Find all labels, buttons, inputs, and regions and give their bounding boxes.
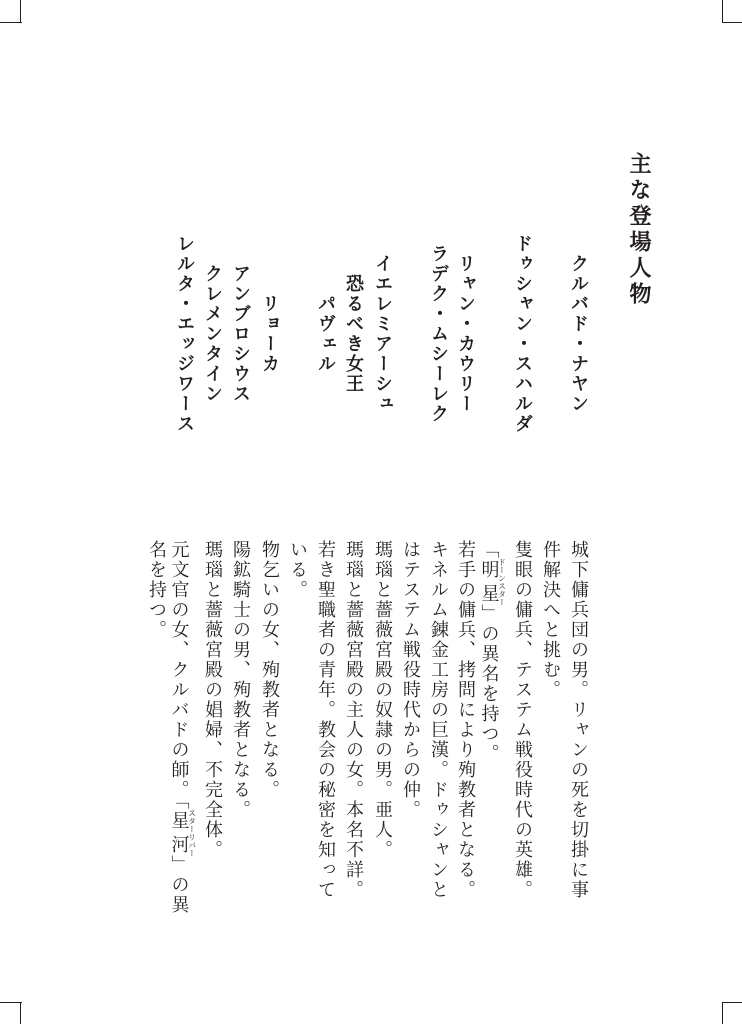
character-description-line: 物乞いの女、殉教者となる。 — [259, 540, 280, 800]
ruby-reading: ドーンスター — [497, 558, 507, 606]
character-name-column — [426, 128, 450, 540]
character-name-column — [257, 128, 281, 540]
text-segment: 」の異 — [168, 855, 190, 915]
character-name-column — [566, 128, 590, 540]
crop-mark — [0, 1002, 22, 1003]
character-description-line: いる。 — [287, 540, 308, 600]
ruby-base: 明星 — [478, 558, 500, 606]
crop-mark — [722, 0, 723, 22]
ruby-term — [478, 558, 507, 606]
character-description-line: 瑪瑙と薔薇宮殿の主人の女。本名不詳。 — [343, 540, 364, 900]
character-description-line: 若き聖職者の青年。教会の秘密を知って — [315, 540, 336, 900]
character-description-line: 隻眼の傭兵、テステム戦役時代の英雄。 — [512, 540, 533, 900]
character-description-line — [168, 540, 197, 915]
character-name-column — [510, 128, 534, 540]
character-name: リョーカ — [259, 294, 280, 374]
character-name: パヴェル — [315, 294, 336, 374]
text-segment: 元文官の女、クルバドの師。「 — [168, 540, 190, 811]
character-name: クルバド・ナヤン — [568, 254, 589, 414]
character-name: アンブロシウス — [230, 264, 251, 404]
character-name: レルタ・エッジワース — [174, 234, 195, 434]
character-name: リャン・カウリー — [455, 254, 476, 414]
crop-mark — [722, 22, 742, 23]
text-segment: 「 — [478, 540, 500, 560]
page-title: 主な登場人物 — [626, 152, 651, 308]
character-name-column — [172, 128, 196, 540]
character-name: ドゥシャン・スハルダ — [512, 234, 533, 434]
crop-mark — [20, 0, 21, 22]
character-description-line: 若手の傭兵、拷問により殉教者となる。 — [455, 540, 476, 900]
character-name-column — [200, 128, 224, 540]
text-segment: 」の異名を持つ。 — [478, 604, 500, 764]
character-description-line: 城下傭兵団の男。リャンの死を切掛に事 — [568, 540, 589, 900]
ruby-reading: スターリバー — [187, 809, 197, 857]
character-description-line: はテステム戦役時代からの仲。 — [400, 540, 421, 820]
character-description-line — [478, 540, 507, 764]
character-name: 恐るべき女王 — [343, 274, 364, 394]
crop-mark — [0, 22, 22, 23]
character-description-line: 陽鉱騎士の男、殉教者となる。 — [230, 540, 251, 820]
character-name: クレメンタイン — [202, 264, 223, 404]
ruby-term — [168, 809, 197, 857]
character-name-column — [228, 128, 252, 540]
character-description-line: 名を持つ。 — [146, 540, 167, 640]
ruby-base: 星河 — [168, 809, 190, 857]
character-name-column — [313, 128, 337, 540]
character-description-line: 瑪瑙と薔薇宮殿の娼婦、不完全体。 — [202, 540, 223, 860]
character-description-line: 瑪瑙と薔薇宮殿の奴隷の男。亜人。 — [372, 540, 393, 860]
crop-mark — [20, 1002, 21, 1024]
character-name-column — [453, 128, 477, 540]
character-name: ラデク・ムシーレク — [428, 244, 449, 424]
character-name-column — [341, 128, 365, 540]
character-name-column — [370, 128, 394, 540]
crop-mark — [722, 1002, 723, 1024]
character-name: イエレミアーシュ — [372, 254, 393, 414]
character-description-line: 件解決へと挑む。 — [540, 540, 561, 700]
character-description-line: キネルム錬金工房の巨漢。ドゥシャンと — [428, 540, 449, 900]
crop-mark — [722, 1002, 742, 1003]
